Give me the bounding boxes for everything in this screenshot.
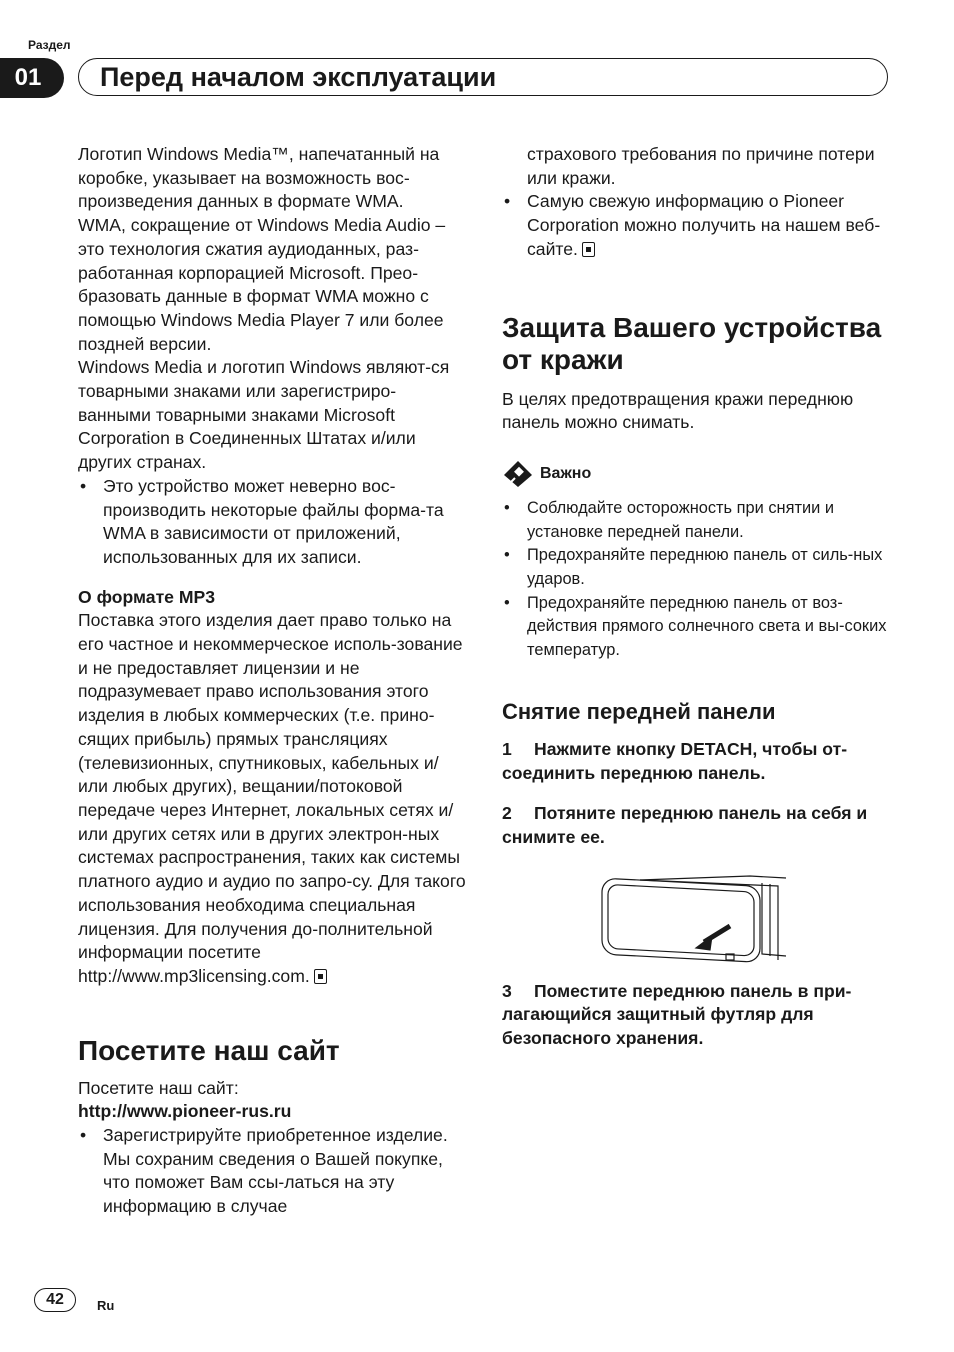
important-label: Важно bbox=[540, 465, 592, 483]
mp3-heading: О формате MP3 bbox=[78, 586, 216, 607]
section-label: Раздел bbox=[28, 38, 71, 52]
step-1-text: Нажмите кнопку DETACH, чтобы от-соединить переднюю панель. bbox=[502, 738, 848, 783]
mp3-text bbox=[78, 609, 466, 988]
step-1-number: 1 bbox=[502, 738, 512, 759]
mp3-text-body: Поставка этого изделия дает право только на его частное и некоммерческое исполь-зование и не предоставляет лицензии и не подразумевает право использования этого изделия в любых коммерческих (т.е. прино-сящих прибыль) прямых трансляциях (телевизионных, спутниковых, кабельных и/или любых других), вещании/потоковой передаче через Интернет, локальных сетях и/или других сетях или в других электрон-ных системах распространения, таких как системы платного аудио и аудио по запро-су. Для такого использования необходима специальная лицензия. Для получения до-полнительной информации посетите http://www.mp3licensing.com. bbox=[78, 610, 466, 986]
wma-paragraph-1: Логотип Windows Media™, напечатанный на коробке, указывает на возможность вос-произведения данных в формате WMA. bbox=[78, 144, 440, 212]
step-2-number: 2 bbox=[502, 803, 512, 824]
page-number: 42 bbox=[34, 1288, 76, 1312]
step-3-text: Поместите переднюю панель в при-лагающийся защитный футляр для безопасного хранения. bbox=[502, 980, 852, 1049]
theft-protection-heading: Защита Вашего устройства от кражи bbox=[502, 311, 882, 375]
info-bullet-text: Самую свежую информацию о Pioneer Corporation можно получить на нашем веб-сайте. bbox=[527, 191, 881, 259]
site-url-link[interactable]: http://www.pioneer-rus.ru bbox=[78, 1101, 292, 1122]
important-item-2: • Предохраняйте переднюю панель от силь-ных ударов. bbox=[502, 544, 892, 591]
wma-bullet: • Это устройство может неверно вос-производить некоторые файлы форма-та WMA в зависимости от приложений, использованных для их записи. bbox=[78, 475, 466, 570]
end-of-section-icon bbox=[582, 242, 595, 257]
site-bullet-list bbox=[78, 1124, 466, 1219]
section-number-badge: 01 bbox=[0, 58, 64, 98]
end-of-section-icon bbox=[314, 969, 327, 984]
step-1 bbox=[502, 738, 892, 785]
wma-paragraph-2: WMA, сокращение от Windows Media Audio – это технология сжатия аудиоданных, раз-работанная корпорацией Microsoft. Прео-бразовать данные в формат WMA можно с помощью Windows Media Player 7 или более поздней версии. bbox=[78, 215, 446, 354]
important-item-3: • Предохраняйте переднюю панель от воз-действия прямого солнечного света и вы-соких температур. bbox=[502, 592, 892, 663]
register-bullet-continued bbox=[502, 143, 892, 190]
remove-panel-heading: Снятие передней панели bbox=[502, 698, 776, 724]
register-bullet-cont-text: страхового требования по причине потери или кражи. bbox=[527, 144, 875, 188]
wma-paragraph-3: Windows Media и логотип Windows являют-ся товарными знаками или зарегистриро-ванными товарными знаками Microsoft Corporation в Соединенных Штатах и/или других странах. bbox=[78, 357, 450, 473]
detach-panel-illustration bbox=[600, 866, 790, 964]
site-intro: Посетите наш сайт: bbox=[78, 1077, 239, 1098]
important-pin-icon bbox=[502, 459, 534, 489]
step-3-number: 3 bbox=[502, 980, 512, 1001]
register-bullet: • Зарегистрируйте приобретенное изделие. Мы сохраним сведения о Вашей покупке, что поможет Вам ссы-латься на эту информацию в случае bbox=[78, 1124, 466, 1219]
language-code: Ru bbox=[97, 1298, 115, 1313]
page-title: Перед началом эксплуатации bbox=[100, 62, 497, 92]
important-block bbox=[502, 459, 892, 489]
visit-site-heading: Посетите наш сайт bbox=[78, 1034, 340, 1066]
step-3 bbox=[502, 980, 892, 1051]
wma-bullet-list bbox=[78, 475, 466, 570]
theft-text: В целях предотвращения кражи переднюю панель можно снимать. bbox=[502, 388, 854, 433]
step-2 bbox=[502, 802, 892, 849]
right-column bbox=[502, 143, 892, 1051]
site-bullet-list-continued bbox=[502, 143, 892, 262]
important-list bbox=[502, 497, 892, 663]
important-item-1: • Соблюдайте осторожность при снятии и установке передней панели. bbox=[502, 497, 892, 544]
info-bullet bbox=[502, 190, 892, 261]
step-2-text: Потяните переднюю панель на себя и снимите ее. bbox=[502, 803, 868, 847]
left-column bbox=[78, 143, 466, 1219]
